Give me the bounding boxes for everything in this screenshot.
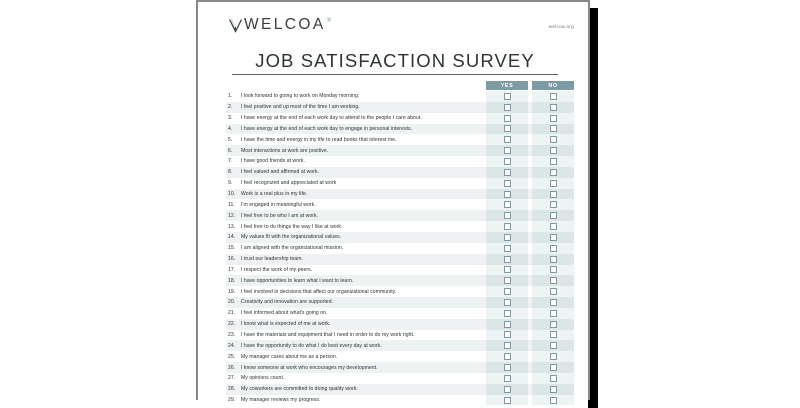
- table-row: [226, 156, 574, 167]
- checkbox-no[interactable]: [550, 277, 557, 284]
- table-row: [226, 319, 574, 330]
- checkbox-no[interactable]: [550, 256, 557, 263]
- answer-cell-no[interactable]: [532, 254, 574, 265]
- answer-cell-no[interactable]: [532, 232, 574, 243]
- question-text: My opinions count.: [241, 375, 285, 382]
- answer-cell-no[interactable]: [532, 297, 574, 308]
- table-row: [226, 178, 574, 189]
- survey-table: [226, 81, 574, 405]
- checkbox-yes[interactable]: [504, 136, 511, 143]
- checkbox-yes[interactable]: [504, 331, 511, 338]
- checkbox-no[interactable]: [550, 266, 557, 273]
- checkbox-yes[interactable]: [504, 353, 511, 360]
- checkbox-no[interactable]: [550, 212, 557, 219]
- checkbox-no[interactable]: [550, 364, 557, 371]
- table-row: [226, 145, 574, 156]
- answer-cell-yes[interactable]: [486, 221, 528, 232]
- question-text: My values fit with the organizational values.: [241, 234, 342, 241]
- checkbox-no[interactable]: [550, 342, 557, 349]
- question-number: 29.: [228, 397, 236, 404]
- table-row: [226, 286, 574, 297]
- question-number: 13.: [228, 223, 236, 230]
- table-row: [226, 167, 574, 178]
- survey-page: [196, 0, 590, 404]
- table-row: [226, 243, 574, 254]
- checkbox-no[interactable]: [550, 331, 557, 338]
- answer-cell-no[interactable]: [532, 395, 574, 406]
- answer-cell-yes[interactable]: [486, 243, 528, 254]
- answer-cell-no[interactable]: [532, 199, 574, 210]
- answer-cell-yes[interactable]: [486, 297, 528, 308]
- answer-cell-yes[interactable]: [486, 199, 528, 210]
- checkbox-yes[interactable]: [504, 169, 511, 176]
- question-text: I have energy at the end of each work day to attend to the people I care about.: [241, 115, 422, 122]
- checkbox-no[interactable]: [550, 136, 557, 143]
- table-row: [226, 351, 574, 362]
- answer-cell-no[interactable]: [532, 286, 574, 297]
- column-header-no: NO: [532, 81, 574, 90]
- answer-cell-no[interactable]: [532, 243, 574, 254]
- checkbox-no[interactable]: [550, 169, 557, 176]
- answer-cell-yes[interactable]: [486, 189, 528, 200]
- table-row: [226, 373, 574, 384]
- answer-cell-no[interactable]: [532, 156, 574, 167]
- answer-cell-no[interactable]: [532, 145, 574, 156]
- answer-cell-yes[interactable]: [486, 265, 528, 276]
- checkbox-yes[interactable]: [504, 212, 511, 219]
- answer-cell-no[interactable]: [532, 102, 574, 113]
- answer-cell-yes[interactable]: [486, 91, 528, 102]
- table-row: [226, 254, 574, 265]
- answer-cell-yes[interactable]: [486, 156, 528, 167]
- question-rows: [226, 91, 574, 405]
- welcoa-logo: [228, 18, 331, 38]
- page-title: JOB SATISFACTION SURVEY: [232, 50, 558, 75]
- answer-cell-no[interactable]: [532, 134, 574, 145]
- column-headers: [226, 81, 574, 90]
- checkbox-no[interactable]: [550, 386, 557, 393]
- checkbox-yes[interactable]: [504, 93, 511, 100]
- answer-cell-yes[interactable]: [486, 210, 528, 221]
- answer-cell-no[interactable]: [532, 91, 574, 102]
- question-text: Most interactions at work are positive.: [241, 147, 329, 154]
- column-header-yes: YES: [486, 81, 528, 90]
- checkbox-yes[interactable]: [504, 342, 511, 349]
- answer-cell-no[interactable]: [532, 384, 574, 395]
- table-row: [226, 275, 574, 286]
- checkbox-yes[interactable]: [504, 288, 511, 295]
- question-text: I have good friends at work.: [241, 158, 305, 165]
- answer-cell-no[interactable]: [532, 340, 574, 351]
- checkbox-yes[interactable]: [504, 299, 511, 306]
- answer-cell-no[interactable]: [532, 265, 574, 276]
- checkbox-no[interactable]: [550, 299, 557, 306]
- question-number: 16.: [228, 256, 236, 263]
- answer-cell-yes[interactable]: [486, 124, 528, 135]
- checkbox-yes[interactable]: [504, 310, 511, 317]
- question-number: 7.: [228, 158, 233, 165]
- checkbox-yes[interactable]: [504, 256, 511, 263]
- question-text: I feel positive and up most of the time I am working.: [241, 104, 360, 111]
- checkbox-no[interactable]: [550, 321, 557, 328]
- checkbox-yes[interactable]: [504, 115, 511, 122]
- checkbox-yes[interactable]: [504, 386, 511, 393]
- answer-cell-no[interactable]: [532, 210, 574, 221]
- answer-cell-yes[interactable]: [486, 384, 528, 395]
- checkbox-yes[interactable]: [504, 277, 511, 284]
- answer-cell-yes[interactable]: [486, 308, 528, 319]
- answer-cell-yes[interactable]: [486, 373, 528, 384]
- question-number: 6.: [228, 147, 233, 154]
- checkbox-no[interactable]: [550, 234, 557, 241]
- checkbox-yes[interactable]: [504, 104, 511, 111]
- answer-cell-yes[interactable]: [486, 395, 528, 406]
- registered-mark: ®: [326, 18, 331, 24]
- question-number: 12.: [228, 212, 236, 219]
- table-row: [226, 232, 574, 243]
- table-row: [226, 189, 574, 200]
- answer-cell-yes[interactable]: [486, 113, 528, 124]
- question-number: 10.: [228, 191, 236, 198]
- answer-cell-yes[interactable]: [486, 275, 528, 286]
- answer-cell-yes[interactable]: [486, 362, 528, 373]
- question-text: I feel free to be who I am at work.: [241, 212, 319, 219]
- answer-cell-no[interactable]: [532, 351, 574, 362]
- question-number: 1.: [228, 93, 233, 100]
- question-text: I know someone at work who encourages my development.: [241, 364, 378, 371]
- question-number: 20.: [228, 299, 236, 306]
- question-number: 23.: [228, 331, 236, 338]
- table-row: [226, 384, 574, 395]
- checkbox-no[interactable]: [550, 288, 557, 295]
- answer-cell-yes[interactable]: [486, 286, 528, 297]
- question-text: I feel involved in decisions that affect our organizational community.: [241, 288, 397, 295]
- checkbox-yes[interactable]: [504, 364, 511, 371]
- answer-cell-no[interactable]: [532, 189, 574, 200]
- question-number: 25.: [228, 353, 236, 360]
- question-number: 14.: [228, 234, 236, 241]
- table-row: [226, 330, 574, 341]
- table-row: [226, 91, 574, 102]
- question-number: 3.: [228, 115, 233, 122]
- table-row: [226, 199, 574, 210]
- checkbox-yes[interactable]: [504, 321, 511, 328]
- question-number: 18.: [228, 277, 236, 284]
- table-row: [226, 308, 574, 319]
- checkbox-no[interactable]: [550, 147, 557, 154]
- table-row: [226, 362, 574, 373]
- checkbox-no[interactable]: [550, 180, 557, 187]
- checkbox-no[interactable]: [550, 93, 557, 100]
- question-number: 28.: [228, 386, 236, 393]
- checkbox-yes[interactable]: [504, 375, 511, 382]
- checkbox-yes[interactable]: [504, 191, 511, 198]
- question-text: I feel recognized and appreciated at work: [241, 180, 337, 187]
- question-number: 15.: [228, 245, 236, 252]
- question-text: I have the time and energy in my life to read books that interest me.: [241, 136, 397, 143]
- question-text: I feel informed about what's going on.: [241, 310, 328, 317]
- answer-cell-no[interactable]: [532, 124, 574, 135]
- question-text: I'm engaged in meaningful work.: [241, 201, 316, 208]
- checkbox-yes[interactable]: [504, 245, 511, 252]
- checkbox-yes[interactable]: [504, 125, 511, 132]
- checkbox-no[interactable]: [550, 223, 557, 230]
- checkbox-no[interactable]: [550, 125, 557, 132]
- checkbox-no[interactable]: [550, 375, 557, 382]
- table-row: [226, 102, 574, 113]
- checkbox-yes[interactable]: [504, 201, 511, 208]
- answer-cell-no[interactable]: [532, 330, 574, 341]
- table-row: [226, 265, 574, 276]
- answer-cell-no[interactable]: [532, 373, 574, 384]
- answer-cell-yes[interactable]: [486, 232, 528, 243]
- question-text: I respect the work of my peers.: [241, 266, 313, 273]
- answer-cell-no[interactable]: [532, 221, 574, 232]
- question-number: 22.: [228, 321, 236, 328]
- checkbox-no[interactable]: [550, 191, 557, 198]
- checkbox-no[interactable]: [550, 104, 557, 111]
- question-text: I know what is expected of me at work.: [241, 321, 331, 328]
- question-text: I feel valued and affirmed at work.: [241, 169, 320, 176]
- site-url: welcoa.org: [548, 24, 574, 29]
- answer-cell-no[interactable]: [532, 113, 574, 124]
- question-number: 24.: [228, 342, 236, 349]
- checkbox-yes[interactable]: [504, 397, 511, 404]
- question-number: 27.: [228, 375, 236, 382]
- question-number: 5.: [228, 136, 233, 143]
- checkbox-yes[interactable]: [504, 147, 511, 154]
- checkbox-no[interactable]: [550, 397, 557, 404]
- table-row: [226, 221, 574, 232]
- answer-cell-no[interactable]: [532, 167, 574, 178]
- answer-cell-yes[interactable]: [486, 319, 528, 330]
- answer-cell-yes[interactable]: [486, 178, 528, 189]
- answer-cell-yes[interactable]: [486, 145, 528, 156]
- answer-cell-no[interactable]: [532, 275, 574, 286]
- table-row: [226, 297, 574, 308]
- table-row: [226, 340, 574, 351]
- masthead: [198, 2, 588, 46]
- question-text: I have energy at the end of each work day to engage in personal interests.: [241, 125, 413, 132]
- question-number: 26.: [228, 364, 236, 371]
- checkbox-no[interactable]: [550, 245, 557, 252]
- question-number: 9.: [228, 180, 233, 187]
- question-number: 21.: [228, 310, 236, 317]
- question-number: 11.: [228, 201, 235, 208]
- table-row: [226, 395, 574, 406]
- answer-cell-no[interactable]: [532, 178, 574, 189]
- table-row: [226, 134, 574, 145]
- table-row: [226, 124, 574, 135]
- checkbox-no[interactable]: [550, 201, 557, 208]
- checkbox-yes[interactable]: [504, 266, 511, 273]
- question-text: I am aligned with the organizational mission.: [241, 245, 344, 252]
- question-number: 17.: [228, 266, 236, 273]
- question-text: My manager reviews my progress.: [241, 397, 321, 404]
- answer-cell-no[interactable]: [532, 319, 574, 330]
- question-text: I trust our leadership team.: [241, 256, 303, 263]
- checkbox-yes[interactable]: [504, 180, 511, 187]
- checkbox-yes[interactable]: [504, 223, 511, 230]
- answer-cell-yes[interactable]: [486, 167, 528, 178]
- answer-cell-no[interactable]: [532, 362, 574, 373]
- question-number: 19.: [228, 288, 236, 295]
- answer-cell-yes[interactable]: [486, 254, 528, 265]
- answer-cell-yes[interactable]: [486, 134, 528, 145]
- checkbox-yes[interactable]: [504, 234, 511, 241]
- answer-cell-yes[interactable]: [486, 351, 528, 362]
- checkbox-yes[interactable]: [504, 158, 511, 165]
- question-text: Work is a real plus in my life.: [241, 191, 308, 198]
- question-text: I have the materials and equipment that I need in order to do my work right.: [241, 331, 415, 338]
- question-text: I feel free to do things the way I like at work.: [241, 223, 343, 230]
- question-text: My coworkers are committed to doing quality work.: [241, 386, 358, 393]
- answer-cell-yes[interactable]: [486, 330, 528, 341]
- checkbox-no[interactable]: [550, 115, 557, 122]
- question-number: 4.: [228, 125, 233, 132]
- question-text: Creativity and innovation are supported.: [241, 299, 334, 306]
- table-row: [226, 210, 574, 221]
- question-text: I look forward to going to work on Monday morning.: [241, 93, 360, 100]
- checkbox-no[interactable]: [550, 310, 557, 317]
- answer-cell-yes[interactable]: [486, 102, 528, 113]
- answer-cell-yes[interactable]: [486, 340, 528, 351]
- checkbox-no[interactable]: [550, 353, 557, 360]
- question-number: 8.: [228, 169, 233, 176]
- question-text: My manager cares about me as a person.: [241, 353, 338, 360]
- title-block: [198, 50, 588, 75]
- answer-cell-no[interactable]: [532, 308, 574, 319]
- question-number: 2.: [228, 104, 233, 111]
- question-text: I have opportunities to learn what I want to learn.: [241, 277, 354, 284]
- welcoa-logo-text: WELCOA: [244, 16, 326, 33]
- welcoa-w-mark-icon: [228, 18, 243, 38]
- table-row: [226, 113, 574, 124]
- question-text: I have the opportunity to do what I do best every day at work.: [241, 342, 382, 349]
- checkbox-no[interactable]: [550, 158, 557, 165]
